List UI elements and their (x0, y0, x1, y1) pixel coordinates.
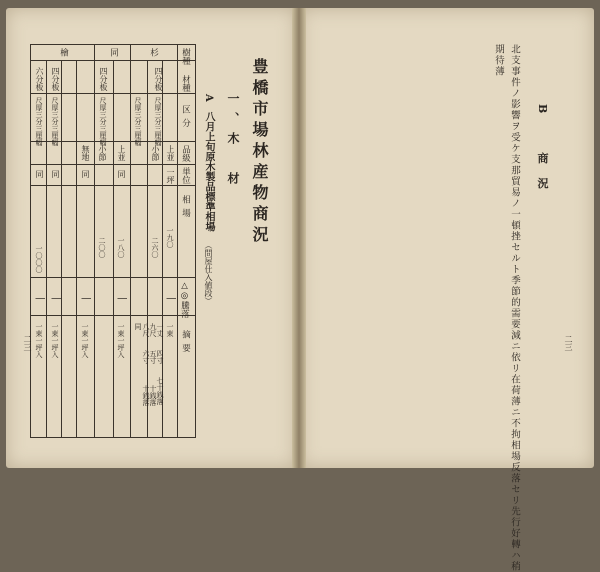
species-sugi: 杉 (148, 48, 159, 57)
subsection-heading (201, 94, 216, 305)
right-page-number: 二三 (564, 335, 573, 351)
header-change: △◎騰落 (179, 281, 190, 318)
left-page-number: 二三 (23, 335, 32, 351)
unit: 同 (35, 170, 44, 178)
remark-bundle: 一束一坪入 (117, 323, 125, 358)
subsection-note: （問屋仕入値段） (204, 241, 213, 306)
remark-range: 九尺 (149, 323, 157, 337)
remark-same: 同 (134, 323, 142, 330)
change-mark: | (166, 297, 176, 301)
price-value: 一八〇 (117, 237, 125, 258)
remark-unit: 一束 (166, 323, 174, 337)
header-remarks: 摘要 (180, 330, 191, 357)
price-table (30, 44, 196, 438)
change-mark: | (117, 297, 127, 301)
change-mark: | (51, 297, 61, 301)
header-material: 材種 (180, 75, 191, 92)
grade: 小節 (98, 145, 107, 161)
unit: 同 (81, 170, 90, 178)
species-same: 同 (108, 48, 119, 57)
grade: 上並 (117, 145, 126, 161)
right-page-heading: B 商況 (536, 104, 549, 203)
remark-change: 七十銭落 (156, 377, 164, 405)
dimension-text: 尺厚三分三厘幅 (99, 97, 107, 146)
unit: 同 (51, 170, 60, 178)
right-page (300, 8, 594, 468)
remark-bundle: 一束一坪入 (35, 323, 43, 358)
subsection-title: A 八月上旬原木製品標準相場 (203, 94, 214, 232)
material-type: 六分板 (35, 67, 44, 91)
dimension-text: 尺厚三分三厘幅 (35, 97, 43, 146)
dimension-text: 尺厚三分三厘幅 (134, 97, 142, 146)
header-grade: 品級 (180, 145, 191, 162)
page-title: 豊橋市場林産物商況 (250, 58, 269, 247)
unit: 同 (117, 170, 126, 178)
species-hinoki: 檜 (58, 48, 69, 57)
book-gutter (292, 8, 306, 468)
body-text-line: 期待薄 (493, 44, 504, 77)
header-species: 樹種 (180, 48, 191, 65)
remark-change: 十銭落 (142, 385, 150, 406)
section-heading: 一、木 材 (226, 92, 240, 192)
remark-range: 五寸 (149, 350, 157, 364)
material-type: 四分板 (51, 67, 60, 91)
remark-range: 六寸 (142, 350, 150, 364)
grade: 無地 (81, 145, 90, 161)
material-type: 四分板 (99, 67, 108, 91)
remark-range: 八尺 (142, 323, 150, 337)
remark-range: 四寸 (156, 350, 164, 364)
grade: 上並 (166, 145, 175, 161)
unit: 一坪 (166, 168, 175, 184)
price-value: 二六〇 (151, 237, 159, 258)
change-mark: | (35, 297, 45, 301)
header-unit: 単位 (180, 167, 191, 184)
price-value: 一〇〇〇 (35, 245, 43, 273)
header-division: 区分 (180, 105, 191, 132)
price-value: 二〇〇 (98, 237, 106, 258)
dimension-text: 尺厚三分三厘幅 (154, 97, 162, 146)
dimension-text: 尺厚三分三厘幅 (51, 97, 59, 146)
remark-change: 十銭落 (149, 385, 157, 406)
grade: 小節 (151, 145, 160, 161)
body-text-line: 北支事件ノ影響ヲ受ケ支那貿易ノ一頓挫セルト季節的需要減ニ依リ在荷薄ニ不拘相場反落セリ先行好轉ハ稍 (509, 44, 520, 572)
remark-bundle: 一束一坪入 (81, 323, 89, 358)
material-type: 四分板 (154, 67, 163, 91)
change-mark: | (81, 297, 91, 301)
price-value: 一九〇 (166, 227, 174, 248)
header-price: 相場 (180, 195, 191, 222)
remark-range: 一丈 (156, 323, 164, 337)
remark-bundle: 一束一坪入 (51, 323, 59, 358)
